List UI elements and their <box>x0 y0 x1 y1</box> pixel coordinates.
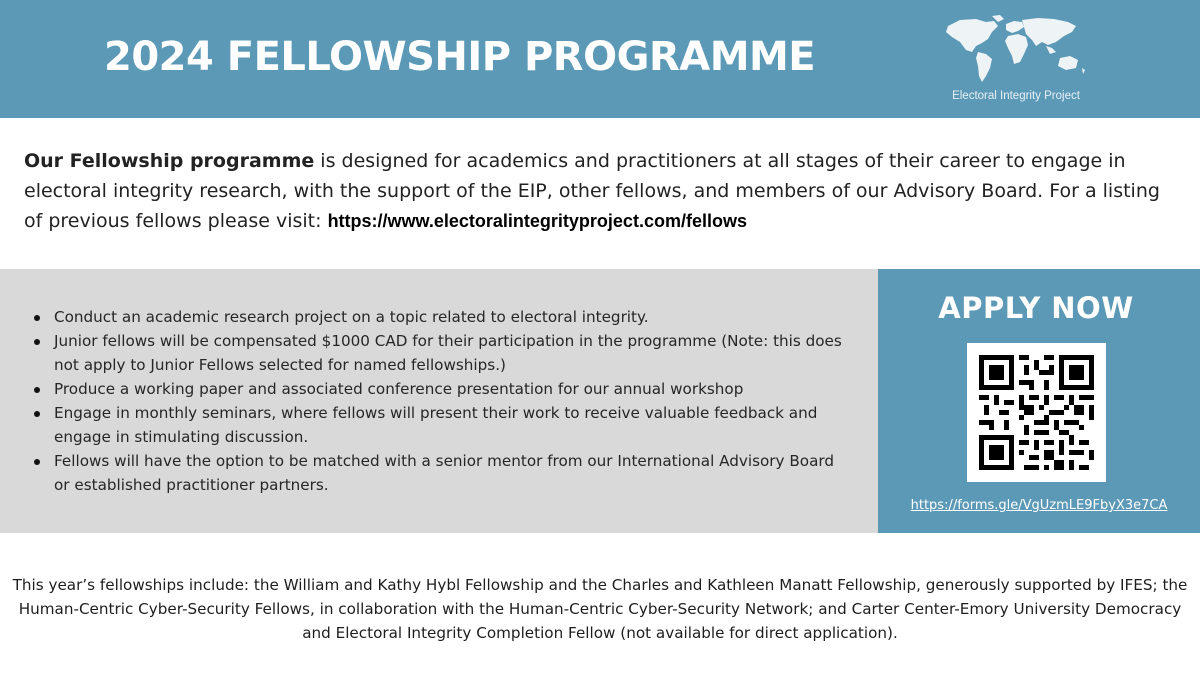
qr-code[interactable] <box>967 343 1106 482</box>
intro-lead-bold: Our Fellowship programme <box>24 150 315 172</box>
list-item: Junior fellows will be compensated $1000 CAD for their participation in the programme (Note: this does not apply to Junior Fellows selected for named fellowships.) <box>32 329 852 377</box>
fellows-url-link[interactable]: https://www.electoralintegrityproject.com/fellows <box>327 211 747 231</box>
qr-code-icon <box>979 355 1094 470</box>
intro-lead-text: is designed for academics and practitioners at all stages of their career to engage in electoral integrity research, with the support of the EIP, other fellows, and members of our Advisory Board. For a listing of previous fellows please visit: <box>24 150 1160 232</box>
list-item: Produce a working paper and associated conference presentation for our annual workshop <box>32 377 852 401</box>
list-item: Conduct an academic research project on a topic related to electoral integrity. <box>32 305 852 329</box>
header-banner <box>0 0 1200 118</box>
apply-now-heading: APPLY NOW <box>938 291 1134 325</box>
list-item: Engage in monthly seminars, where fellows will present their work to receive valuable feedback and engage in stimulating discussion. <box>32 401 852 449</box>
logo-text: Electoral Integrity Project <box>952 90 1080 102</box>
intro-paragraph <box>24 146 1184 236</box>
apply-panel <box>878 269 1200 533</box>
footer-note: This year’s fellowships include: the William and Kathy Hybl Fellowship and the Charles and Kathleen Manatt Fellowship, generously supported by IFES; the Human-Centric Cyber-Security Fellows, in collaboration with the Human-Centric Cyber-Security Network; and Carter Center-Emory University Democracy and Electoral Integrity Completion Fellow (not available for direct application). <box>12 576 1188 642</box>
details-list <box>32 305 852 497</box>
page-title: 2024 FELLOWSHIP PROGRAMME <box>104 34 816 80</box>
eip-logo <box>930 10 1100 110</box>
details-panel <box>0 269 878 533</box>
application-form-link[interactable]: https://forms.gle/VgUzmLE9FbyX3e7CA <box>910 498 1168 513</box>
world-map-icon <box>942 12 1090 86</box>
list-item: Fellows will have the option to be matched with a senior mentor from our International Advisory Board or established practitioner partners. <box>32 449 852 497</box>
